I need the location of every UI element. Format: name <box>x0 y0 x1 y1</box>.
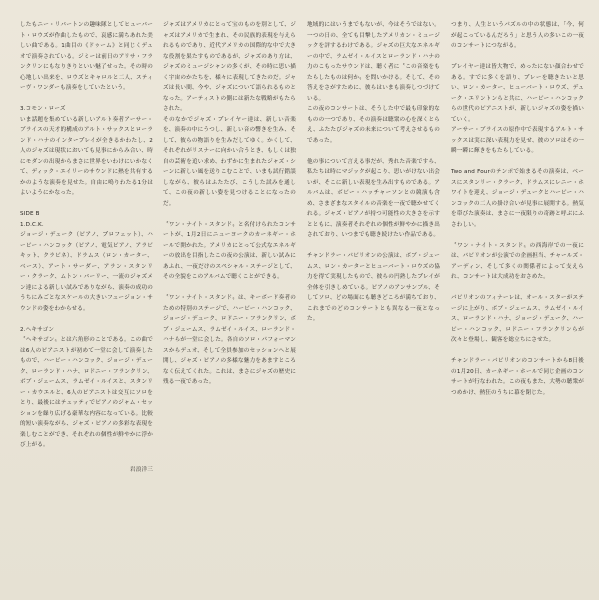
paragraph-gap <box>163 283 296 294</box>
column-3 <box>307 20 440 325</box>
paragraph: 〝ヘキサゴン〟とは六角形のことである。この曲では6人のピアニストが初めて一堂に会して演奏したもので、ハービー・ハンコック、ジョージ・デューク、ローランド・ハナ、ロドニー・フランクリン、ボブ・ジェームス、ラムゼイ・ルイスと、スタンリー・カウエルと、6人のピアニストは交互にソロをとり、最後にはテュッティでピアノのジャム・セッションを繰り広げる豪華な内容になっている。比較的短い演奏ながら、ジャズ・ピアノの多彩な表現を楽しむことができ、それぞれの個性が鮮やかに浮かび上がる。 <box>20 337 153 448</box>
paragraph: いま話題を集めている新しいアルト奏者アーサー・ブライスの天才的構成のアルト・サックスとローランド・ハナのインタープレイが全きるかわたし、2人のジャズは現状においても見事にからみ合い、時にモダンの出現からまさに世界をいわけにいかなくて、ディック・エイリーのサウンドに熱を共有するかのような演奏を見せた。自由に鳴りわたる1分はよいようにかなった。 <box>20 116 153 196</box>
column-4 <box>451 20 584 398</box>
paragraph: 〝ワン・ナイト・スタンド〟は、キーボード奏者のための特別のステージで、ハービー・ハンコック、ジョージ・デューク、ロドニー・フランクリン、ボブ・ジェームス、ラムゼイ・ルイス、ローランド・ハナらが一堂に会した。各自のソロ・パフォーマンスからデュオ、そして全員参加のセッションへと展開し、ジャズ・ピアノの多様な魅力をあますところなく伝えてくれた。これは、まさにジャズの歴史に残る一夜であった。 <box>163 295 296 385</box>
paragraph-gap <box>307 241 440 252</box>
paragraph-gap <box>451 157 584 168</box>
paragraph: チャンドラー・パビリオンの公演は、ボブ・ジェームス、ロン・カーターとヒューバート・ロウズの協力を得て実現したもので、彼らの円熟したプレイが全体を引きしめている。ピアノのアンサンブル、そしてソロ、どの場面にも聴きどころが満ちており、これまでのどのコンサートとも異なる一夜となった。 <box>307 253 440 322</box>
paragraph: チャンドラー・パビリオンのコンサートから8日後の1月20日、カーネギー・ホールで同じ企画のコンサートが行なわれた。この夜もまた、大勢の聴衆がつめかけ、熱狂のうちに幕を閉じた。 <box>451 358 584 396</box>
paragraph-gap <box>163 209 296 220</box>
paragraph: ジョージ・デューク（ピアノ、プロフェット）、ハービー・ハンコック（ピアノ、電気ピアノ、アラビキット、クラビネ）、ドラムス（ロン・カーター、ベース）、アート・サーダー、アラン・スタンリー・クラーク、ムトン・バーリー、一流のジャズメン達による新しい試みでありながら、演奏の成功のうちにみごとなスケールの大きいフュージョン・サウンドの姿をわからせる。 <box>20 232 153 312</box>
paragraph: 3.コモン・ローズ <box>20 106 66 112</box>
paragraph: 〝ワン・ナイト・スタンド〟と名付けられたコンサートが、1月2日にニューヨークのカーネギー・ホールで開かれた。アメリカにとって公式なエネルギーの放出を目指したこの夜の公演は、新しい試みにあふれ、一夜だけのスペシャル・ステージとして、その全貌をこのアルバムで聴くことができる。 <box>163 221 296 280</box>
paragraph: ジャズはアメリカにとって宝のものを別として、ジャズはアメリカで生まれ、その民族的表現を与えられるものであり、近代アメリカの国際的な中で大きな役割を果たすものであるが、ジャズのあり方は、ジャズのミュージシャンの多くが、その時に思い描く宇宙のかたちを、様々に表現してきたのだ。ジャズは長い間、今や、ジャズについて語られるものとなった。アーティストの側には新たな戦略がもたらされた。 <box>163 22 296 112</box>
column-1 <box>20 20 153 476</box>
paragraph-gap <box>451 346 584 357</box>
paragraph: 地域的にはいうまでもないが、今はそうではない。一つの日の、全ても目撃したアメリカン・ミュージックを評するわけである。ジャズの巨大なエネルギーの中で、ラムゼイ・ルイスとローランド・ハナの力のこもったサウンドは、聴く者に〝この音楽をもたらしたものは何か〟を問いかける。そして、その答えをさがすために、彼らはいまも演奏しつづけている。 <box>307 22 440 102</box>
paragraph-gap <box>307 146 440 157</box>
paragraph-gap <box>20 314 153 325</box>
paragraph: つまり、人生というパズルの中の状態は、「今、何が起こっているんだろう」と思う人の多いこの一夜のコンサートにつながる。 <box>451 22 584 49</box>
paragraph: プレイヤー達は皆大物で、めったにない顔合わせである。すでに多くを語り、プレーを聴きたいと思い、ロン・カーター、ヒューバート・ロウズ、デューク・エリントンらと共に、ハービー・ハンコックらの世代のピアニストが、新しいジャズの姿を描いていく。 <box>451 64 584 123</box>
paragraph-gap <box>20 199 153 210</box>
paragraph-gap <box>451 230 584 241</box>
paragraph: SIDE B <box>20 211 40 217</box>
author-signature: 岩浪洋三 <box>130 467 153 473</box>
paragraph: アーサー・ブライスの原作中で表現するアルト・サックスは実に深い表現力を見せ、彼のソロはその一瞬一瞬に輝きをもたらしている。 <box>451 127 584 154</box>
paragraph: 1.D.C.K. <box>20 221 44 228</box>
column-2 <box>163 20 296 388</box>
paragraph-gap <box>20 451 153 462</box>
paragraph: この夜のコンサートは、そうした中で最も印象的なものの一つであり、その演奏は聴衆の心を深くとらえ、ふたたびジャズの未来について考えさせるものであった。 <box>307 106 440 144</box>
paragraph-gap <box>451 283 584 294</box>
paragraph: Two and Fourのテンポで始まるその演奏は、ベースにスタンリー・クラーク、ドラムスにレニー・ホワイトを迎え、ジョージ・デュークとハービー・ハンコックの二人の掛け合いが見事に展開する。熱気を帯びた演奏は、まさに一夜限りの奇跡と呼ぶにふさわしい。 <box>451 169 584 228</box>
paragraph: そのなかでジャズ・プレイヤー達は、新しい音楽を、演奏の中にうつし、新しい音の響きを生み、そして、彼らの物語りを生みだしてゆく。かくして、それぞれがリスナーに向かい合うとき、もしくは独自の芸術を追い求め、わずかに生まれたジャズ・シーンに新しい風を送りこむことで、いまも試行錯誤しながら、彼らはふたたび、こうした試みを通して、この夜の新しい姿を見つけることになったのだ。 <box>163 116 296 207</box>
paragraph: 2.ヘキサゴン <box>20 326 55 333</box>
paragraph: 他の事について言える事だが、秀れた音楽ですら、私たちは時にマジックが起こり、思いがけない出会いが、そこに新しい表現を生み出すものである。アルバムは、ボビー・ハッチャーソンとの競演も含め、さまざまなスタイルの音楽を一夜で聴かせてくれる。ジャズ・ピアノが持つ可能性の大きさを示すとともに、演奏者それぞれの個性が鮮やかに描き出されており、いつまでも聴き続けたい作品である。 <box>307 158 440 238</box>
paragraph-gap <box>451 52 584 63</box>
paragraph: したもニー・リバートンの趣味隊としてヒューバート・ロウズが作曲したもので、哀感に満ちあれた美しい曲である。1曲目の《ドゥーム》と同じくデュオで演奏されている。ジミーは前日のアリサ・フランクリンにもなりきりといい魅了せった。その時の心地しい出来を、ロウズとキャロルと二人、スティーヴ・ワンダーも演奏をしていたという。 <box>20 22 153 91</box>
paragraph: 〝ワン・ナイト・スタンド〟の西海岸での一夜には、パビリオンが公演での企画担当、チャールズ・アーディン、そして多くの関係者によって支えられ、コンサートは大成功をおさめた。 <box>451 242 584 280</box>
paragraph-gap <box>20 94 153 105</box>
paragraph: パビリオンのフィナーレは、オール・スターがステージに上がり、ボブ・ジェームス、ラムゼイ・ルイス、ローランド・ハナ、ジョージ・デューク、ハービー・ハンコック、ロドニー・フランクリンらが次々と登場し、観客を総立ちにさせた。 <box>451 295 584 343</box>
